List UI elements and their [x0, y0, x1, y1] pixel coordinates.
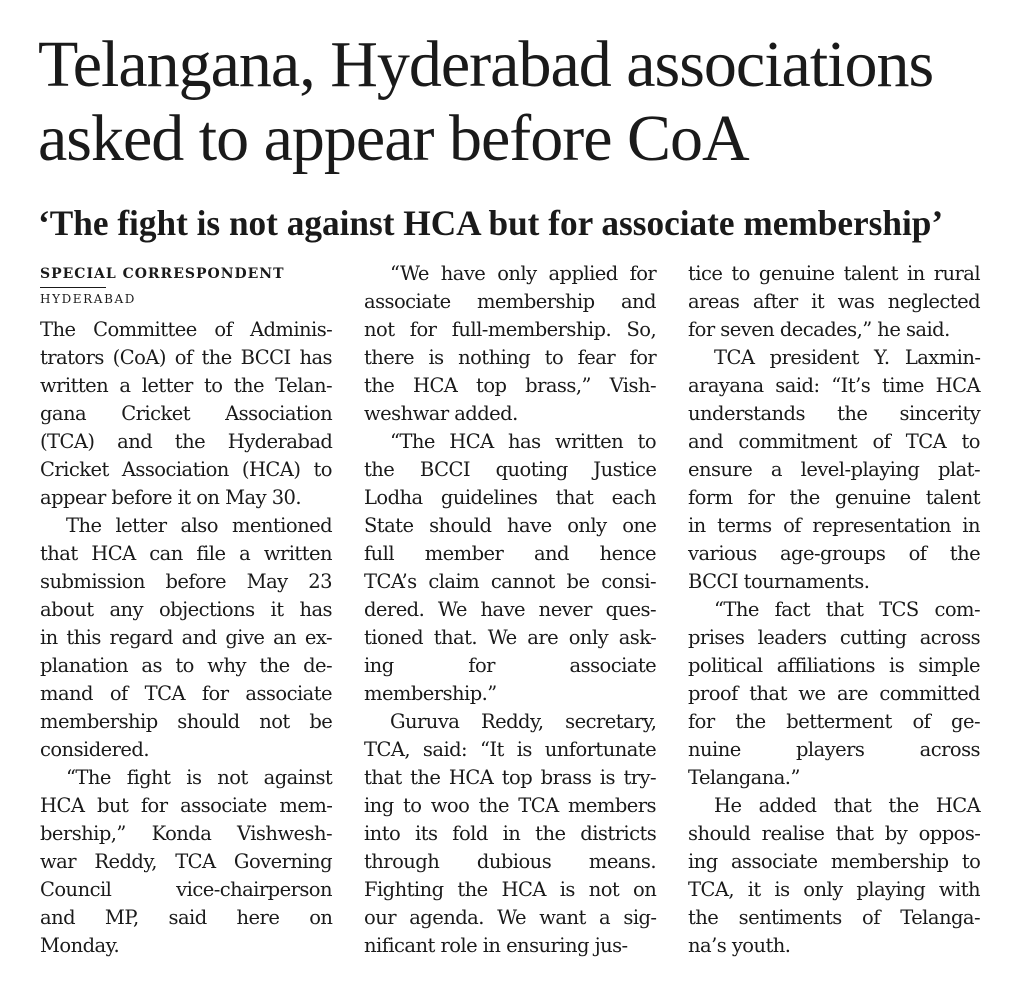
- article-line: not for full-membership. So,: [364, 318, 657, 341]
- article-line: there is nothing to fear for: [364, 346, 657, 369]
- article-line: submission before May 23: [40, 570, 332, 593]
- article-line: weshwar added.: [364, 402, 518, 425]
- article-line: State should have only one: [364, 514, 657, 537]
- article-line: HCA but for associate mem-: [40, 794, 333, 817]
- article-line: TCA’s claim cannot be consi-: [364, 570, 656, 593]
- article-line: tioned that. We are only ask-: [364, 626, 657, 649]
- article-column-1: [40, 316, 332, 960]
- article-line: the HCA top brass,” Vish-: [364, 374, 656, 397]
- article-line: that HCA can file a written: [40, 542, 332, 565]
- article-line: proof that we are committed: [688, 682, 980, 705]
- article-line: appear before it on May 30.: [40, 486, 302, 509]
- byline-rule: [40, 287, 106, 288]
- article-line: full member and hence: [364, 542, 656, 565]
- article-line: into its fold in the districts: [364, 822, 657, 845]
- article-line: in terms of representation in: [688, 514, 980, 537]
- article-line: that the HCA top brass is try-: [364, 766, 657, 789]
- article-line: “We have only applied for: [390, 262, 657, 285]
- article-line: TCA, said: “It is unfortunate: [364, 738, 657, 761]
- article-line: considered.: [40, 738, 149, 761]
- article-line: the sentiments of Telanga-: [688, 906, 980, 929]
- article-line: about any objections it has: [40, 598, 332, 621]
- article-line: for the betterment of ge-: [688, 710, 980, 733]
- article-line: “The fight is not against: [66, 766, 333, 789]
- article-line: form for the genuine talent: [688, 486, 981, 509]
- article-line: dered. We have never ques-: [364, 598, 656, 621]
- article-line: gana Cricket Association: [40, 402, 333, 425]
- article-line: Telangana.”: [688, 766, 800, 789]
- article-column-2: [364, 260, 656, 960]
- article-line: and MP, said here on: [40, 906, 333, 929]
- article-line: Fighting the HCA is not on: [364, 878, 657, 901]
- article-line: understands the sincerity: [688, 402, 981, 425]
- article-line: political affiliations is simple: [688, 654, 980, 677]
- article-line: membership.”: [364, 682, 497, 705]
- article-line: He added that the HCA: [714, 794, 981, 817]
- article-line: associate membership and: [364, 290, 656, 313]
- article-line: The Committee of Adminis-: [40, 318, 333, 341]
- article-line: Cricket Association (HCA) to: [40, 458, 332, 481]
- article-line: in this regard and give an ex-: [40, 626, 332, 649]
- article-line: ing associate membership to: [688, 850, 981, 873]
- byline-block: [40, 264, 330, 307]
- article-line: “The fact that TCS com-: [714, 598, 980, 621]
- article-line: various age-groups of the: [688, 542, 981, 565]
- article-line: tice to genuine talent in rural: [688, 262, 981, 285]
- article-line: BCCI tournaments.: [688, 570, 870, 593]
- article-line: war Reddy, TCA Governing: [40, 850, 332, 873]
- article-line: Council vice-chairperson: [40, 878, 332, 901]
- article-line: nificant role in ensuring jus-: [364, 934, 628, 957]
- article-line: Guruva Reddy, secretary,: [390, 710, 657, 733]
- dateline: HYDERABAD: [40, 292, 136, 306]
- article-line: nuine players across: [688, 738, 980, 761]
- article-line: Lodha guidelines that each: [364, 486, 657, 509]
- article-line: TCA, it is only playing with: [688, 878, 980, 901]
- headline: [38, 28, 998, 176]
- headline-line: asked to appear before CoA: [38, 102, 749, 175]
- article-line: the BCCI quoting Justice: [364, 458, 657, 481]
- byline-author: SPECIAL CORRESPONDENT: [40, 266, 285, 282]
- article-line: trators (CoA) of the BCCI has: [40, 346, 333, 369]
- article-column-3: [688, 260, 980, 960]
- article-line: mand of TCA for associate: [40, 682, 332, 705]
- article-line: ing for associate: [364, 654, 657, 677]
- article-line: TCA president Y. Laxmin-: [714, 346, 981, 369]
- article-line: our agenda. We want a sig-: [364, 906, 657, 929]
- article-line: Monday.: [40, 934, 120, 957]
- article-line: ing to woo the TCA members: [364, 794, 656, 817]
- article-line: planation as to why the de-: [40, 654, 333, 677]
- article-line: for seven decades,” he said.: [688, 318, 950, 341]
- article-line: ensure a level-playing plat-: [688, 458, 980, 481]
- article-line: bership,” Konda Vishwesh-: [40, 822, 332, 845]
- article-line: through dubious means.: [364, 850, 656, 873]
- article-line: and commitment of TCA to: [688, 430, 980, 453]
- subheadline: ‘The fight is not against HCA but for associate membership’: [38, 203, 944, 243]
- article-line: (TCA) and the Hyderabad: [40, 430, 333, 453]
- article-line: prises leaders cutting across: [688, 626, 981, 649]
- article-line: arayana said: “It’s time HCA: [688, 374, 980, 397]
- article-line: na’s youth.: [688, 934, 791, 957]
- article-line: The letter also mentioned: [66, 514, 332, 537]
- headline-line: Telangana, Hyderabad associations: [38, 28, 934, 101]
- article-line: areas after it was neglected: [688, 290, 980, 313]
- article-line: “The HCA has written to: [390, 430, 657, 453]
- article-line: should realise that by oppos-: [688, 822, 981, 845]
- article-line: written a letter to the Telan-: [40, 374, 333, 397]
- article-line: membership should not be: [40, 710, 333, 733]
